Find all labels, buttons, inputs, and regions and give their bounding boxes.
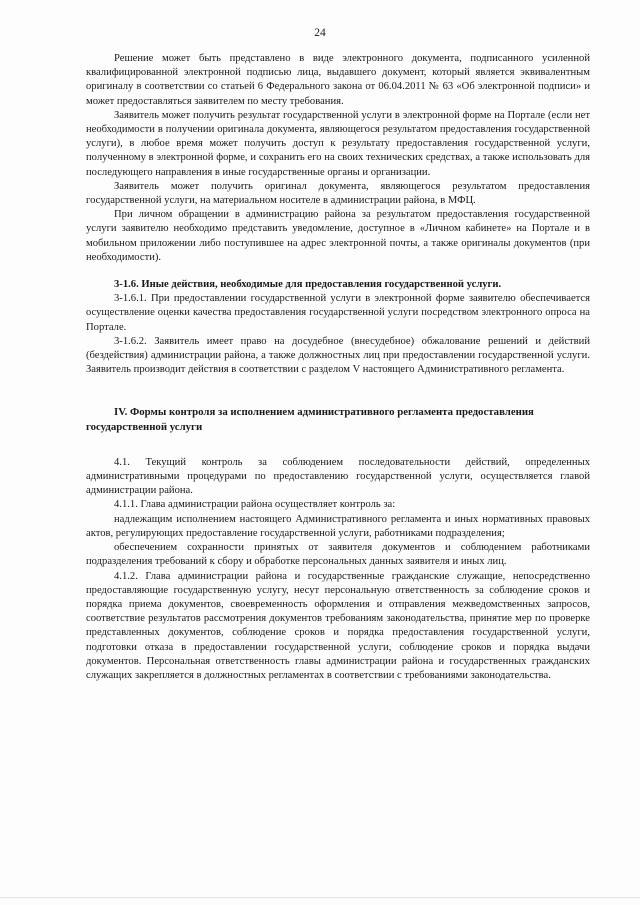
paragraph-3-1-6-1: 3-1.6.1. При предоставлении государственной услуги в электронной форме заявителю обеспечивается осуществление оценки качества предоставления государственной услуги посредством электронного опроса на Портале. (86, 293, 590, 333)
page-number: 24 (314, 27, 326, 39)
paragraph-electronic-result: Заявитель может получить результат государственной услуги в электронной форме на Портале (если нет необходимости в получении оригинала документа, являющегося результатом предоставления государственной услуги), в любое время может получить доступ к результату предоставления государственной услуги, полученному в электронной форме, и сохранить его на своих технических средствах, а также использовать для последующего направления в иные государственные органы и организации. (86, 109, 590, 178)
subsection-heading-3-1-6: 3-1.6. Иные действия, необходимые для предоставления государственной услуги. (114, 279, 502, 291)
paragraph-original-document: Заявитель может получить оригинал документа, являющегося результатом предоставления государственной услуги, на материальном носителе в администрации района, в МФЦ. (86, 180, 590, 207)
paragraph-personal-visit: При личном обращении в администрацию района за результатом предоставления государственной услуги заявителю необходимо представить уведомление, доступное в «Личном кабинете» на Портале и в мобильном приложении либо поступившее на адрес электронной почты, а также оригиналы документов (при необходимости). (86, 209, 590, 263)
paragraph-signature-decision: Решение может быть представлено в виде электронного документа, подписанного усиленной квалифицированной электронной подписью лица, выдавшего документ, который является эквивалентным оригиналу в соответствии со статьей 6 Федерального закона от 06.04.2011 № 63 «Об электронной подписи» и может предоставляться заявителем по месту требования. (86, 53, 590, 107)
paragraph-4-1-1: 4.1.1. Глава администрации района осуществляет контроль за: (114, 499, 396, 511)
spacer (86, 265, 590, 278)
paragraph-control-regulation: надлежащим исполнением настоящего Административного регламента и иных нормативных правовых актов, регулирующих предоставление государственной услуги, работниками подразделения; (86, 513, 590, 539)
section-heading-line1: IV. Формы контроля за исполнением административного регламента предоставления (114, 406, 534, 419)
paragraph-control-documents: обеспечением сохранности принятых от заявителя документов и соблюдением работниками подразделения требований к сбору и обработке персональных данных заявителя и иных лиц. (86, 542, 590, 568)
spacer (86, 377, 590, 405)
paragraph-3-1-6-2: 3-1.6.2. Заявитель имеет право на досудебное (внесудебное) обжалование решений и действий (бездействия) администрации района, а также должностных лиц при предоставлении государственной услуги. Заявитель производит действия в соответствии с разделом V настоящего Административного регламента. (86, 335, 590, 376)
page-content (86, 52, 590, 683)
page-bottom-edge (0, 897, 640, 898)
spacer (86, 434, 590, 456)
section-heading-iv (86, 405, 590, 433)
paragraph-4-1-2: 4.1.2. Глава администрации района и государственные гражданские служащие, непосредственно предоставляющие государственную услугу, несут персональную ответственность за соблюдение сроков и порядка приема документов, своевременность оформления и отправления межведомственных запросов, соответствие результатов рассмотрения документов требованиям законодательства, принятие мер по проверке представленных документов, соблюдение сроков и порядка предоставления государственной услуги, подготовки отказа в предоставлении государственной услуги, соблюдение сроков и порядка выдачи документов. Персональная ответственность главы администрации района и государственных гражданских служащих закрепляется в должностных регламентах в соответствии с требованиями законодательства. (86, 570, 590, 681)
paragraph-4-1: 4.1. Текущий контроль за соблюдением последовательности действий, определенных административными процедурами по предоставлению государственной услуги, осуществляется главой администрации района. (86, 456, 590, 497)
section-heading-line2: государственной услуги (86, 420, 203, 433)
